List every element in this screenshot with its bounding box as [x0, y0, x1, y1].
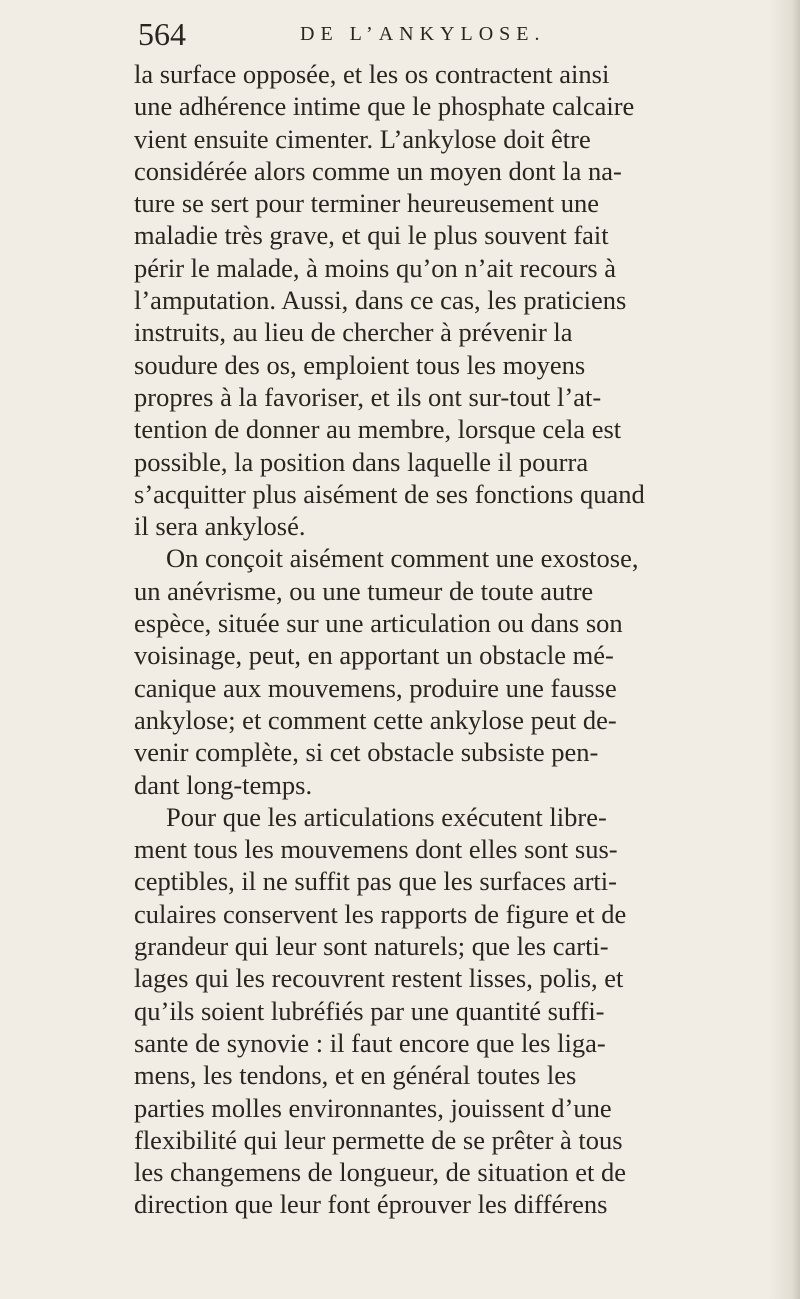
text-line: mens, les tendons, et en général toutes les: [134, 1060, 577, 1091]
text-line: ture se sert pour terminer heureusement une: [134, 188, 600, 219]
text-line: sante de synovie : il faut encore que les liga-: [134, 1027, 606, 1058]
text-line: ceptibles, il ne suffit pas que les surfaces arti-: [134, 866, 617, 897]
paragraph-start-line: On conçoit aisément comment une exostose,: [166, 543, 639, 574]
text-line: parties molles environnantes, jouissent d’une: [134, 1092, 612, 1123]
text-line: possible, la position dans laquelle il pourra: [134, 446, 589, 477]
text-line: tention de donner au membre, lorsque cela est: [134, 414, 622, 445]
text-line: soudure des os, emploient tous les moyens: [134, 349, 586, 380]
text-line: vient ensuite cimenter. L’ankylose doit être: [134, 123, 591, 154]
text-line: la surface opposée, et les os contractent ainsi: [134, 59, 610, 89]
running-head: DE L’ANKYLOSE.: [300, 23, 546, 45]
text-line: lages qui les recouvrent restent lisses, polis, et: [134, 963, 624, 994]
text-line: périr le malade, à moins qu’on n’ait recours à: [134, 252, 616, 283]
text-line: il sera ankylosé.: [134, 511, 306, 542]
text-line: flexibilité qui leur permette de se prêter à tous: [134, 1124, 623, 1155]
text-line: dant long-temps.: [134, 769, 313, 800]
text-line: canique aux mouvemens, produire une fausse: [134, 672, 617, 703]
body-text: [134, 58, 734, 1221]
text-line: s’acquitter plus aisément de ses fonctions quand: [134, 478, 645, 509]
text-line: grandeur qui leur sont naturels; que les carti-: [134, 931, 609, 962]
text-line: direction que leur font éprouver les différens: [134, 1189, 608, 1220]
text-line: les changemens de longueur, de situation et de: [134, 1157, 626, 1188]
page-number: 564: [138, 16, 186, 52]
text-line: considérée alors comme un moyen dont la na-: [134, 155, 622, 186]
text-line: qu’ils soient lubréfiés par une quantité suffi-: [134, 995, 605, 1026]
text-line: un anévrisme, ou une tumeur de toute autre: [134, 575, 594, 606]
page-header: [138, 14, 738, 54]
text-line: ankylose; et comment cette ankylose peut de-: [134, 704, 617, 735]
text-line: espèce, située sur une articulation ou dans son: [134, 608, 623, 639]
text-line: ment tous les mouvemens dont elles sont sus-: [134, 834, 618, 865]
paragraph-start-line: Pour que les articulations exécutent libre-: [166, 801, 607, 832]
text-line: venir complète, si cet obstacle subsiste pen-: [134, 737, 599, 768]
text-line: culaires conservent les rapports de figure et de: [134, 898, 627, 929]
text-line: instruits, au lieu de chercher à prévenir la: [134, 317, 573, 348]
text-line: maladie très grave, et qui le plus souvent fait: [134, 220, 609, 251]
text-line: une adhérence intime que le phosphate calcaire: [134, 91, 635, 122]
text-line: l’amputation. Aussi, dans ce cas, les praticiens: [134, 285, 627, 316]
text-line: propres à la favoriser, et ils ont sur-tout l’at-: [134, 381, 602, 412]
text-line: voisinage, peut, en apportant un obstacle mé-: [134, 640, 614, 671]
